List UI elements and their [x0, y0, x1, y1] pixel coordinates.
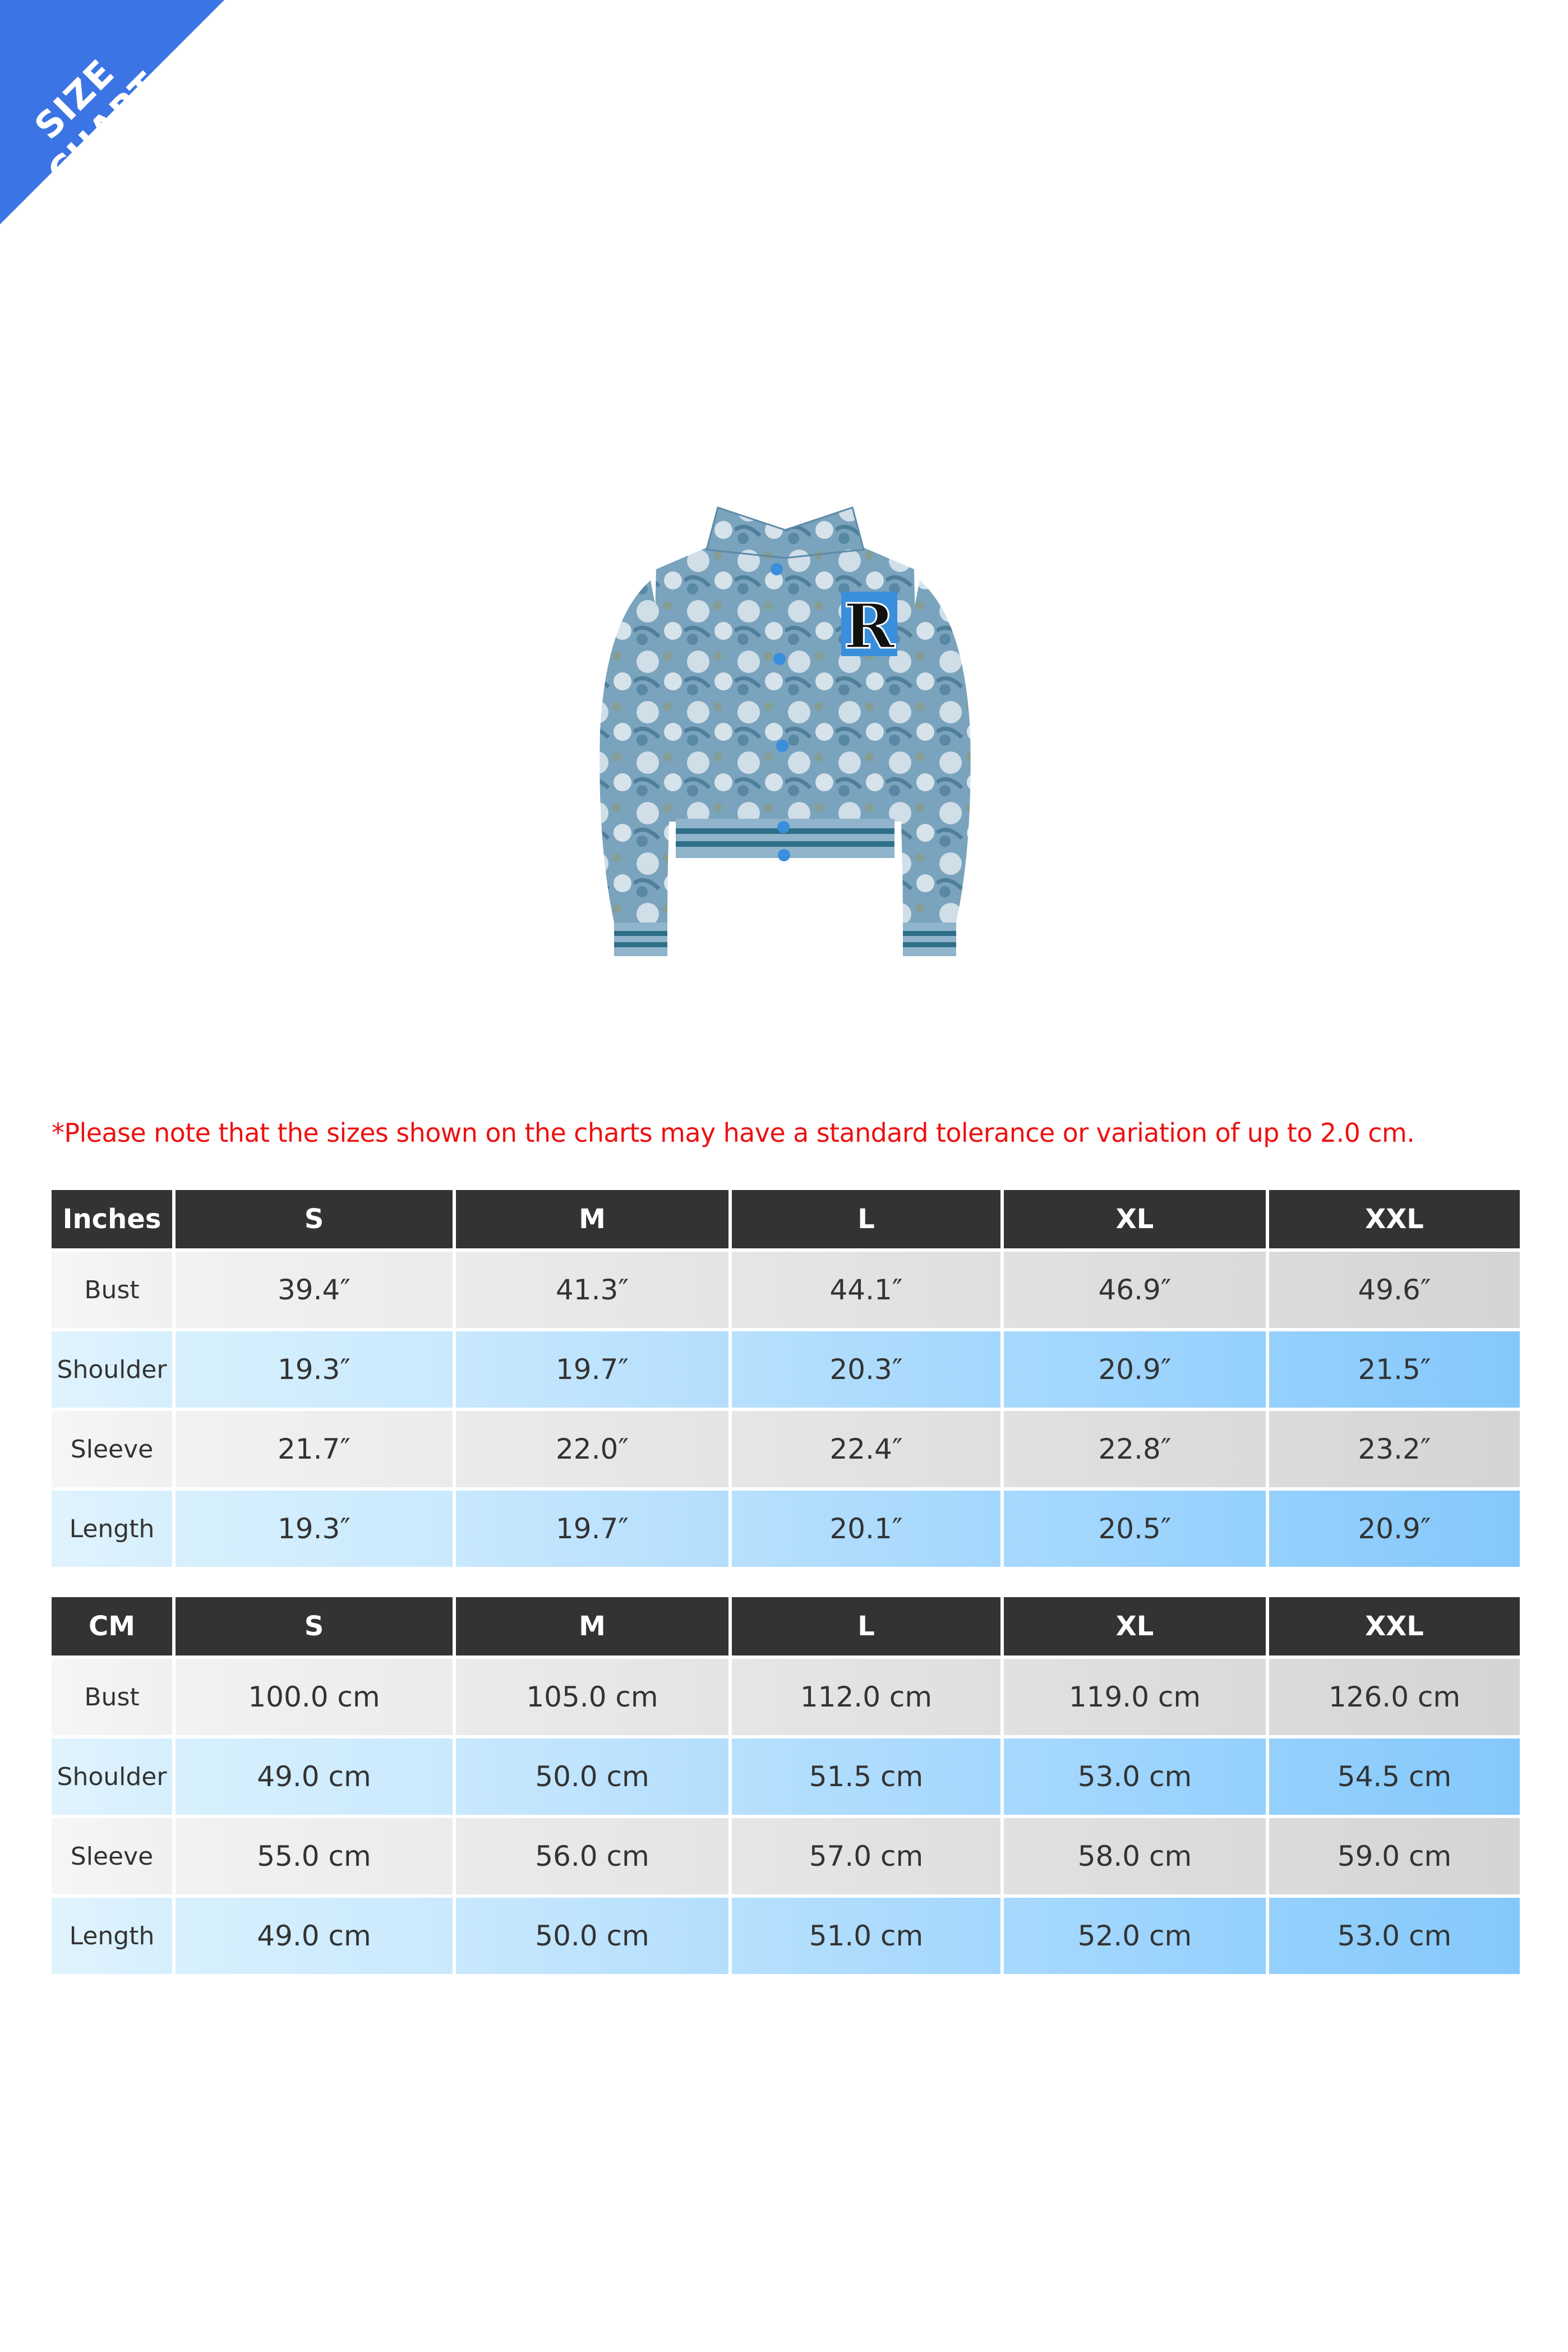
size-header-l: L	[732, 1190, 1000, 1248]
row-label: Length	[52, 1898, 172, 1974]
table-cell: 20.9″	[1004, 1331, 1266, 1408]
table-cell: 54.5 cm	[1269, 1738, 1520, 1815]
size-header-l: L	[732, 1597, 1000, 1655]
size-chart-ribbon	[0, 0, 224, 224]
table-cell: 22.0″	[456, 1411, 728, 1487]
table-cell: 44.1″	[732, 1252, 1000, 1328]
table-cell: 51.5 cm	[732, 1738, 1000, 1815]
unit-header: CM	[52, 1597, 172, 1655]
size-table-cm	[48, 1594, 1523, 1977]
table-cell: 126.0 cm	[1269, 1659, 1520, 1735]
table-cell: 20.9″	[1269, 1491, 1520, 1567]
table-cell: 22.4″	[732, 1411, 1000, 1487]
ribbon-label: SIZE CHART	[27, 52, 169, 193]
table-cell: 49.0 cm	[176, 1898, 453, 1974]
product-image-jacket	[583, 496, 987, 967]
table-row-bust	[52, 1659, 1520, 1735]
size-header-m: M	[456, 1190, 728, 1248]
tolerance-note: *Please note that the sizes shown on the charts may have a standard tolerance or variation of up to 2.0 cm.	[52, 1118, 1415, 1148]
table-cell: 56.0 cm	[456, 1818, 728, 1894]
size-header-xxl: XXL	[1269, 1190, 1520, 1248]
table-cell: 21.7″	[176, 1411, 453, 1487]
table-row-shoulder	[52, 1331, 1520, 1408]
table-cell: 50.0 cm	[456, 1738, 728, 1815]
row-label: Bust	[52, 1252, 172, 1328]
size-table-inches	[48, 1187, 1523, 1570]
table-cell: 49.0 cm	[176, 1738, 453, 1815]
row-label: Shoulder	[52, 1331, 172, 1408]
row-label: Sleeve	[52, 1411, 172, 1487]
table-cell: 55.0 cm	[176, 1818, 453, 1894]
table-cell: 57.0 cm	[732, 1818, 1000, 1894]
table-cell: 19.7″	[456, 1491, 728, 1567]
table-cell: 50.0 cm	[456, 1898, 728, 1974]
table-cell: 59.0 cm	[1269, 1818, 1520, 1894]
table-cell: 46.9″	[1004, 1252, 1266, 1328]
table-cell: 23.2″	[1269, 1411, 1520, 1487]
table-cell: 53.0 cm	[1004, 1738, 1266, 1815]
svg-text:R: R	[843, 590, 895, 662]
table-cell: 19.3″	[176, 1331, 453, 1408]
table-header-row	[52, 1190, 1520, 1248]
row-label: Bust	[52, 1659, 172, 1735]
size-header-xl: XL	[1004, 1190, 1266, 1248]
table-cell: 20.5″	[1004, 1491, 1266, 1567]
table-row-sleeve	[52, 1818, 1520, 1894]
table-cell: 49.6″	[1269, 1252, 1520, 1328]
size-header-xl: XL	[1004, 1597, 1266, 1655]
size-header-m: M	[456, 1597, 728, 1655]
table-cell: 105.0 cm	[456, 1659, 728, 1735]
table-cell: 52.0 cm	[1004, 1898, 1266, 1974]
table-cell: 39.4″	[176, 1252, 453, 1328]
row-label: Sleeve	[52, 1818, 172, 1894]
table-cell: 19.7″	[456, 1331, 728, 1408]
table-cell: 21.5″	[1269, 1331, 1520, 1408]
table-row-length	[52, 1898, 1520, 1974]
table-cell: 53.0 cm	[1269, 1898, 1520, 1974]
table-row-bust	[52, 1252, 1520, 1328]
unit-header: Inches	[52, 1190, 172, 1248]
table-cell: 51.0 cm	[732, 1898, 1000, 1974]
size-header-s: S	[176, 1597, 453, 1655]
row-label: Length	[52, 1491, 172, 1567]
table-header-row	[52, 1597, 1520, 1655]
table-cell: 20.3″	[732, 1331, 1000, 1408]
table-cell: 22.8″	[1004, 1411, 1266, 1487]
jacket-icon	[583, 496, 987, 967]
row-label: Shoulder	[52, 1738, 172, 1815]
size-header-s: S	[176, 1190, 453, 1248]
table-row-shoulder	[52, 1738, 1520, 1815]
table-cell: 58.0 cm	[1004, 1818, 1266, 1894]
table-row-sleeve	[52, 1411, 1520, 1487]
table-cell: 112.0 cm	[732, 1659, 1000, 1735]
table-cell: 119.0 cm	[1004, 1659, 1266, 1735]
table-row-length	[52, 1491, 1520, 1567]
table-cell: 20.1″	[732, 1491, 1000, 1567]
size-header-xxl: XXL	[1269, 1597, 1520, 1655]
table-cell: 41.3″	[456, 1252, 728, 1328]
table-cell: 19.3″	[176, 1491, 453, 1567]
table-cell: 100.0 cm	[176, 1659, 453, 1735]
